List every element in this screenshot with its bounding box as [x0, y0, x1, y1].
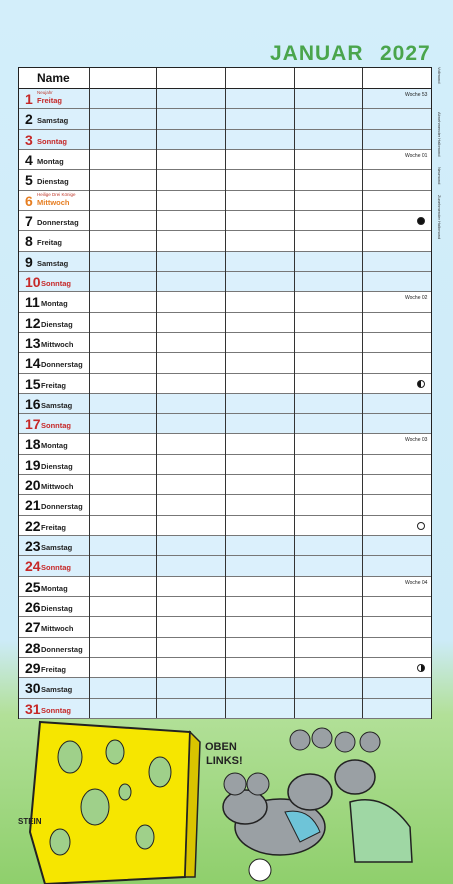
entry-cell[interactable] [89, 495, 156, 514]
entry-cell[interactable] [362, 130, 431, 149]
day-name: Sonntag [41, 421, 71, 431]
entry-cell[interactable] [156, 617, 225, 636]
entry-cell[interactable] [362, 394, 431, 413]
legend-last: Abnehmender Halbmond [437, 112, 442, 157]
entry-cell[interactable] [294, 495, 362, 514]
week-label: Woche 01 [405, 152, 428, 159]
entry-cell[interactable] [225, 252, 294, 271]
entry-cell[interactable] [294, 374, 362, 393]
entry-cell[interactable] [294, 150, 362, 169]
entry-cell[interactable] [89, 89, 156, 108]
day-name: Montag [37, 156, 64, 166]
day-name: Mittwoch [41, 339, 74, 349]
entry-cell[interactable] [362, 617, 431, 636]
entry-cell[interactable] [89, 130, 156, 149]
entry-cell[interactable] [89, 414, 156, 433]
entry-cell[interactable] [294, 434, 362, 453]
entry-cell[interactable] [294, 638, 362, 657]
entry-cell[interactable] [156, 150, 225, 169]
day-number: 1 [25, 91, 33, 107]
entry-cell[interactable] [156, 577, 225, 596]
entry-cell[interactable] [89, 434, 156, 453]
entry-cell[interactable] [89, 252, 156, 271]
day-name: Freitag [41, 522, 67, 532]
entry-cell[interactable] [294, 353, 362, 372]
day-name: Donnerstag [41, 644, 83, 654]
entry-cell[interactable] [294, 556, 362, 575]
day-number: 16 [25, 395, 41, 412]
day-name: Dienstag [41, 319, 73, 329]
entry-cell[interactable] [362, 89, 431, 108]
entry-cell[interactable] [89, 394, 156, 413]
entry-cell[interactable] [362, 597, 431, 616]
entry-cell[interactable] [225, 272, 294, 291]
day-name: Freitag [37, 96, 63, 105]
day-name: Donnerstag [37, 217, 79, 227]
entry-cell[interactable] [89, 150, 156, 169]
entry-cell[interactable] [362, 455, 431, 474]
entry-cell[interactable] [225, 231, 294, 250]
entry-cell[interactable] [362, 516, 431, 535]
entry-cell[interactable] [156, 495, 225, 514]
entry-cell[interactable] [89, 374, 156, 393]
day-name: Donnerstag [41, 360, 83, 370]
entry-cell[interactable] [225, 495, 294, 514]
entry-cell[interactable] [225, 658, 294, 677]
day-number: 21 [25, 497, 41, 514]
day-number: 22 [25, 517, 41, 534]
entry-cell[interactable] [225, 191, 294, 210]
entry-cell[interactable] [89, 231, 156, 250]
week-label: Woche 53 [405, 92, 428, 98]
day-name: Sonntag [41, 705, 71, 715]
entry-cell[interactable] [362, 150, 431, 169]
signature: STEIN [18, 817, 42, 826]
entry-cell[interactable] [156, 313, 225, 332]
day-number: 4 [25, 151, 33, 168]
entry-cell[interactable] [294, 658, 362, 677]
day-number: 17 [25, 416, 41, 433]
day-number: 14 [25, 355, 41, 372]
day-name: Donnerstag [41, 502, 83, 512]
day-number: 25 [25, 578, 41, 595]
entry-cell[interactable] [362, 313, 431, 332]
title-year: 2027 [380, 42, 431, 65]
entry-cell[interactable] [362, 292, 431, 311]
entry-cell[interactable] [294, 130, 362, 149]
day-number: 11 [25, 294, 40, 311]
entry-cell[interactable] [225, 597, 294, 616]
entry-cell[interactable] [362, 191, 431, 210]
day-number: 29 [25, 660, 41, 677]
day-number: 15 [25, 375, 41, 392]
entry-cell[interactable] [362, 272, 431, 291]
entry-cell[interactable] [362, 414, 431, 433]
entry-cell[interactable] [89, 211, 156, 230]
entry-cell[interactable] [294, 577, 362, 596]
entry-cell[interactable] [362, 434, 431, 453]
column-divider [294, 68, 295, 718]
entry-cell[interactable] [225, 292, 294, 311]
day-name: Freitag [41, 665, 67, 675]
mouse-icon [288, 728, 332, 810]
entry-cell[interactable] [362, 333, 431, 352]
legend-new: Neumond [437, 167, 442, 185]
holiday-label: Neujahr [37, 90, 53, 95]
cartoon-illustration [0, 712, 453, 884]
entry-cell[interactable] [89, 272, 156, 291]
entry-cell[interactable] [362, 577, 431, 596]
entry-cell[interactable] [89, 678, 156, 697]
entry-cell[interactable] [294, 536, 362, 555]
entry-cell[interactable] [362, 495, 431, 514]
entry-cell[interactable] [156, 556, 225, 575]
entry-cell[interactable] [225, 89, 294, 108]
name-label: Name [37, 71, 70, 85]
entry-cell[interactable] [156, 353, 225, 372]
entry-cell[interactable] [225, 617, 294, 636]
entry-cell[interactable] [89, 353, 156, 372]
entry-cell[interactable] [362, 353, 431, 372]
entry-cell[interactable] [89, 191, 156, 210]
entry-cell[interactable] [156, 414, 225, 433]
entry-cell[interactable] [294, 597, 362, 616]
day-name: Samstag [41, 685, 73, 695]
column-divider [362, 68, 363, 718]
entry-cell[interactable] [294, 252, 362, 271]
day-number: 19 [25, 456, 41, 473]
speech-line-1: OBEN [205, 741, 237, 753]
entry-cell[interactable] [362, 475, 431, 494]
day-number: 8 [25, 233, 33, 250]
day-name: Freitag [41, 380, 67, 390]
entry-cell[interactable] [156, 678, 225, 697]
day-number: 12 [25, 314, 41, 331]
entry-cell[interactable] [89, 333, 156, 352]
day-number: 9 [25, 253, 33, 270]
entry-cell[interactable] [294, 313, 362, 332]
entry-cell[interactable] [156, 211, 225, 230]
entry-cell[interactable] [89, 109, 156, 128]
day-name: Samstag [37, 258, 69, 268]
entry-cell[interactable] [362, 374, 431, 393]
entry-cell[interactable] [294, 394, 362, 413]
entry-cell[interactable] [294, 292, 362, 311]
entry-cell[interactable] [294, 617, 362, 636]
entry-cell[interactable] [225, 130, 294, 149]
entry-cell[interactable] [156, 89, 225, 108]
day-number: 13 [25, 334, 41, 351]
day-name: Sonntag [41, 563, 71, 573]
entry-cell[interactable] [156, 272, 225, 291]
entry-cell[interactable] [156, 475, 225, 494]
entry-cell[interactable] [294, 272, 362, 291]
entry-cell[interactable] [362, 231, 431, 250]
entry-cell[interactable] [89, 292, 156, 311]
entry-cell[interactable] [225, 536, 294, 555]
entry-cell[interactable] [225, 353, 294, 372]
entry-cell[interactable] [294, 678, 362, 697]
entry-cell[interactable] [225, 455, 294, 474]
entry-cell[interactable] [225, 638, 294, 657]
entry-cell[interactable] [89, 170, 156, 189]
entry-cell[interactable] [225, 211, 294, 230]
entry-cell[interactable] [225, 170, 294, 189]
entry-cell[interactable] [294, 211, 362, 230]
day-name: Dienstag [41, 461, 73, 471]
holiday-label: Heilige Drei Könige [37, 191, 76, 197]
entry-cell[interactable] [156, 374, 225, 393]
entry-cell[interactable] [156, 292, 225, 311]
entry-cell[interactable] [225, 678, 294, 697]
entry-cell[interactable] [225, 374, 294, 393]
day-number: 7 [25, 212, 33, 229]
entry-cell[interactable] [225, 313, 294, 332]
entry-cell[interactable] [294, 109, 362, 128]
entry-cell[interactable] [225, 434, 294, 453]
entry-cell[interactable] [362, 536, 431, 555]
day-name: Montag [41, 441, 68, 451]
entry-cell[interactable] [89, 313, 156, 332]
week-label: Woche 04 [405, 579, 428, 586]
day-name: Mittwoch [37, 197, 70, 207]
week-label: Woche 02 [405, 295, 428, 302]
entry-cell[interactable] [89, 556, 156, 575]
entry-cell[interactable] [294, 455, 362, 474]
week-label: Woche 03 [405, 437, 428, 444]
entry-cell[interactable] [89, 577, 156, 596]
entry-cell[interactable] [362, 678, 431, 697]
entry-cell[interactable] [225, 577, 294, 596]
entry-cell[interactable] [89, 516, 156, 535]
day-number: 27 [25, 619, 41, 636]
entry-cell[interactable] [294, 414, 362, 433]
cheese-icon [30, 722, 200, 884]
entry-cell[interactable] [89, 536, 156, 555]
entry-cell[interactable] [294, 170, 362, 189]
entry-cell[interactable] [89, 638, 156, 657]
entry-cell[interactable] [225, 394, 294, 413]
entry-cell[interactable] [156, 536, 225, 555]
mouse-icon [335, 732, 412, 862]
day-name: Sonntag [41, 278, 71, 288]
day-name: Samstag [41, 543, 73, 553]
speech-line-2: LINKS! [206, 755, 243, 767]
day-number: 2 [25, 111, 33, 128]
entry-cell[interactable] [89, 455, 156, 474]
column-divider [89, 68, 90, 718]
entry-cell[interactable] [362, 556, 431, 575]
entry-cell[interactable] [294, 191, 362, 210]
entry-cell[interactable] [156, 170, 225, 189]
entry-cell[interactable] [156, 455, 225, 474]
entry-cell[interactable] [156, 231, 225, 250]
entry-cell[interactable] [294, 89, 362, 108]
entry-cell[interactable] [225, 109, 294, 128]
entry-cell[interactable] [362, 658, 431, 677]
day-name: Sonntag [37, 136, 67, 146]
entry-cell[interactable] [89, 658, 156, 677]
entry-cell[interactable] [156, 252, 225, 271]
day-name: Dienstag [41, 604, 73, 614]
entry-cell[interactable] [294, 475, 362, 494]
day-number: 31 [25, 700, 41, 717]
legend-first: Zunehmender Halbmond [437, 195, 442, 240]
entry-cell[interactable] [156, 109, 225, 128]
day-number: 5 [25, 172, 33, 189]
day-number: 28 [25, 639, 41, 656]
entry-cell[interactable] [362, 638, 431, 657]
day-number: 26 [25, 599, 41, 616]
entry-cell[interactable] [156, 191, 225, 210]
column-divider [225, 68, 226, 718]
entry-cell[interactable] [225, 414, 294, 433]
entry-cell[interactable] [156, 658, 225, 677]
entry-cell[interactable] [362, 170, 431, 189]
title-month: JANUAR [270, 42, 364, 65]
entry-cell[interactable] [362, 211, 431, 230]
entry-cell[interactable] [156, 516, 225, 535]
day-number: 30 [25, 680, 41, 697]
entry-cell[interactable] [156, 597, 225, 616]
planner-grid [18, 67, 432, 719]
column-divider [156, 68, 157, 718]
day-name: Samstag [37, 116, 69, 126]
entry-cell[interactable] [156, 130, 225, 149]
day-name: Montag [41, 583, 68, 593]
entry-cell[interactable] [225, 333, 294, 352]
entry-cell[interactable] [89, 597, 156, 616]
entry-cell[interactable] [362, 109, 431, 128]
entry-cell[interactable] [225, 475, 294, 494]
day-number: 6 [25, 192, 33, 209]
entry-cell[interactable] [225, 150, 294, 169]
day-name: Freitag [37, 238, 63, 248]
entry-cell[interactable] [89, 475, 156, 494]
entry-cell[interactable] [362, 252, 431, 271]
day-number: 18 [25, 436, 41, 453]
day-number: 3 [25, 131, 33, 148]
day-number: 24 [25, 558, 41, 575]
legend-full: Vollmond [437, 67, 442, 84]
day-name: Mittwoch [41, 624, 74, 634]
entry-cell[interactable] [294, 516, 362, 535]
entry-cell[interactable] [156, 638, 225, 657]
entry-cell[interactable] [294, 231, 362, 250]
day-name: Montag [41, 299, 68, 309]
day-name: Samstag [41, 400, 73, 410]
day-name: Dienstag [37, 177, 69, 187]
entry-cell[interactable] [156, 333, 225, 352]
entry-cell[interactable] [225, 556, 294, 575]
entry-cell[interactable] [225, 516, 294, 535]
day-number: 23 [25, 538, 41, 555]
moon-legend [435, 67, 449, 247]
entry-cell[interactable] [89, 617, 156, 636]
entry-cell[interactable] [156, 394, 225, 413]
entry-cell[interactable] [294, 333, 362, 352]
day-name: Mittwoch [41, 482, 74, 492]
entry-cell[interactable] [156, 434, 225, 453]
day-number: 20 [25, 477, 41, 494]
day-number: 10 [25, 273, 41, 290]
